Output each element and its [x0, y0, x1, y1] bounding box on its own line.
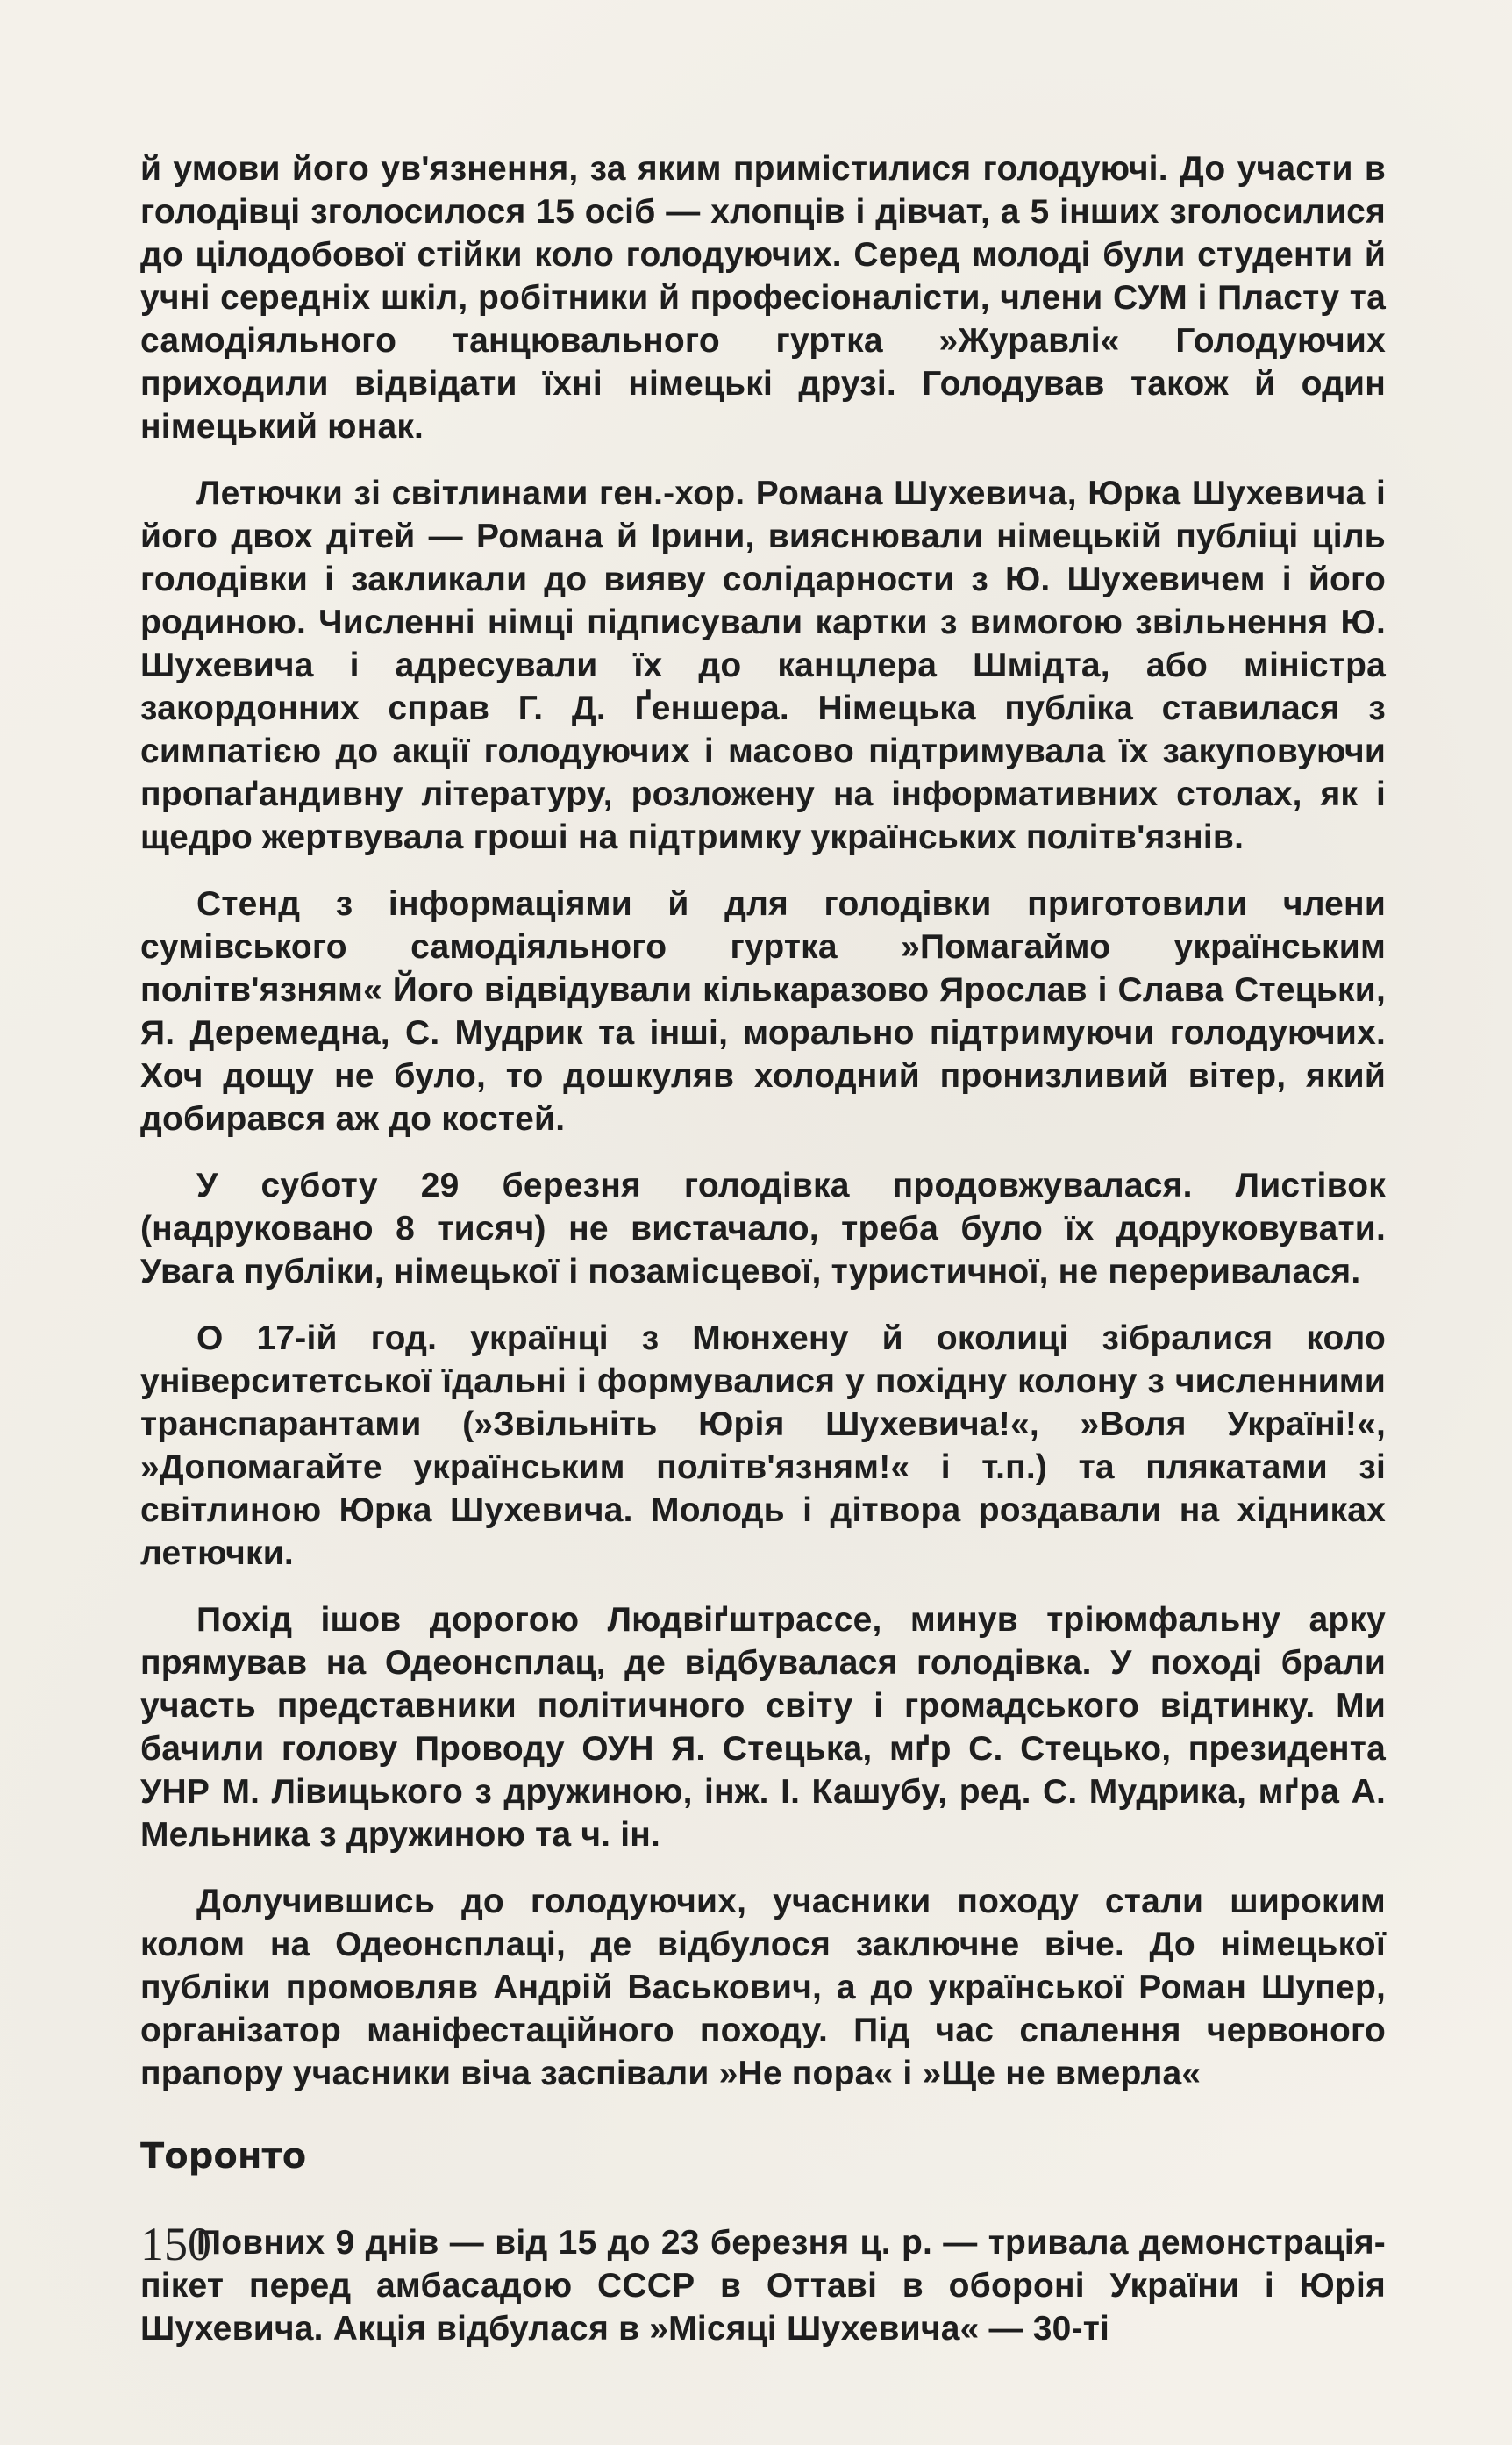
paragraph-toronto-demonstration: Повних 9 днів — від 15 до 23 березня ц. р. — тривала демонстрація-пікет перед амбасадою СССР в Оттаві в обороні України і Юрія Шухевича. Акція відбулася в »Місяці Шухевича« — 30-ті [140, 2224, 1386, 2348]
page-number: 150 [140, 2218, 211, 2270]
paragraph-march-route: Похід ішов дорогою Людвіґштрассе, минув тріюмфальну арку прямував на Одеонсплац, де відбувалася голодівка. У поході брали участь представники політичного світу і громадського відтинку. Ми бачили голову Проводу ОУН Я. Стецька, мґр С. Стецько, президента УНР М. Лівицького з дружиною, інж. І. Кашубу, ред. С. Мудрика, мґра А. Мельника з дружиною та ч. ін. [140, 1601, 1386, 1854]
section-heading-toronto: Торонто [140, 2136, 307, 2177]
paragraph-info-stand: Стенд з інформаціями й для голодівки приготовили члени сумівського самодіяльного гуртка »Помагаймо українським політв'язням« Його відвідували кількаразово Ярослав і Слава Стецьки, Я. Деремедна, С. Мудрик та інші, морально підтримуючи голодуючих. Хоч дощу не було, то дошкуляв холодний пронизливий вітер, який добирався аж до костей. [140, 885, 1386, 1138]
paragraph-march-column: О 17-ій год. українці з Мюнхену й околиці зібралися коло університетської їдальні і формувалися у похідну колону з численними транспарантами (»Звільніть Юрія Шухевича!«, »Воля Україні!«, »Допомагайте українським політв'язням!« і т.п.) та плякатами зі світлиною Юрка Шухевича. Молодь і дітвора роздавали на хідниках летючки. [140, 1319, 1386, 1572]
paragraph-hunger-strike-participants: й умови його ув'язнення, за яким примістилися голодуючі. До участи в голодівці зголосилося 15 осіб — хлопців і дівчат, а 5 інших зголосилися до цілодобової стійки коло голодуючих. Серед молоді були студенти й учні середніх шкіл, робітники й професіоналісти, члени СУМ і Пласту та самодіяльного танцювального гуртка »Журавлі« Голодуючих приходили відвідати їхні німецькі друзі. Голодував також й один німецький юнак. [140, 150, 1386, 446]
text-column [140, 147, 1386, 2374]
paragraph-saturday: У суботу 29 березня голодівка продовжувалася. Листівок (надруковано 8 тисяч) не вистачало, треба було їх додруковувати. Увага публіки, німецької і позамісцевої, туристичної, не переривалася. [140, 1167, 1386, 1290]
paragraph-final-rally: Долучившись до голодуючих, учасники походу стали широким колом на Одеонсплаці, де відбулося заключне віче. До німецької публіки промовляв Андрій Васькович, а до української Роман Шупер, організатор маніфестаційного походу. Під час спалення червоного прапору учасники віча заспівали »Не пора« і »Ще не вмерла« [140, 1883, 1386, 2092]
paragraph-leaflets: Летючки зі світлинами ген.-хор. Романа Шухевича, Юрка Шухевича і його двох дітей — Романа й Ірини, вияснювали німецькій публіці ціль голодівки і закликали до вияву солідарности з Ю. Шухевичем і його родиною. Численні німці підписували картки з вимогою звільнення Ю. Шухевича і адресували їх до канцлера Шмідта, або міністра закордонних справ Г. Д. Ґеншера. Німецька публіка ставилася з симпатією до акції голодуючих і масово підтримувала їх закуповуючи пропаґандивну літературу, розложену на інформативних столах, як і щедро жертвувала гроші на підтримку українських політв'язнів. [140, 475, 1386, 856]
